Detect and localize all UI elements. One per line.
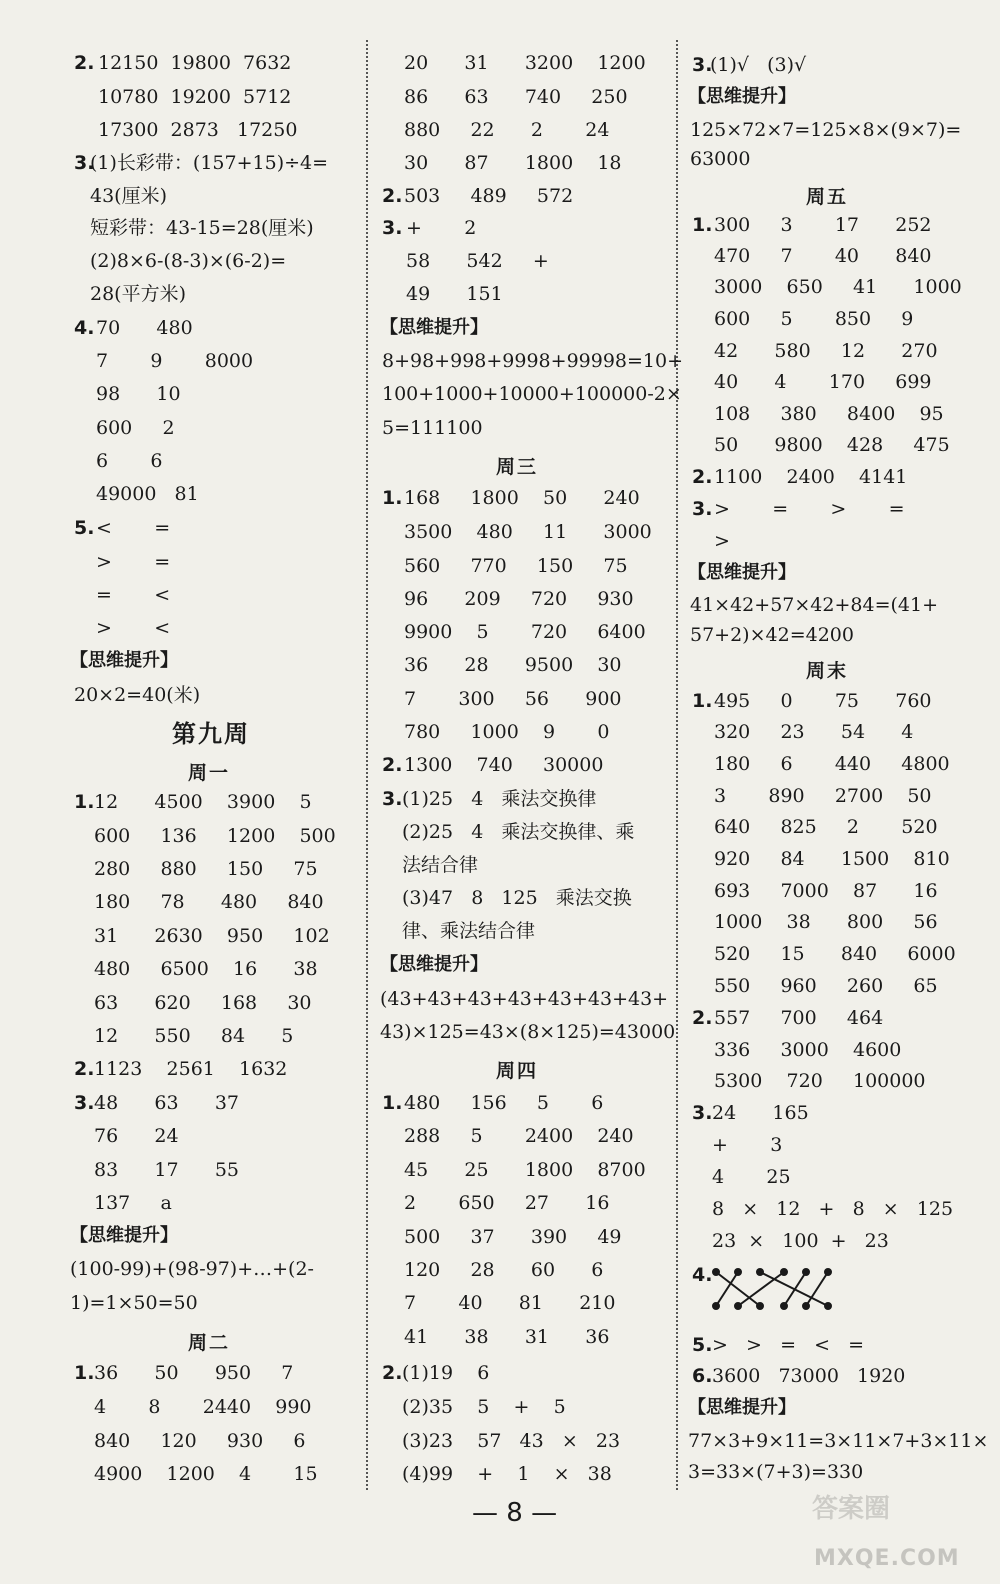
q3-row: (1)√ (3)√	[710, 54, 807, 76]
think-answer: 43)×125=43×(8×125)=43000	[380, 1021, 676, 1043]
f1-row: 300 3 17 252	[714, 214, 932, 236]
h1-row: 288 5 2400 240	[404, 1125, 634, 1147]
t1-row: 36 50 950 7	[94, 1362, 294, 1384]
q3-row: 49 151	[406, 283, 503, 305]
think-label: 【思维提升】	[688, 1397, 796, 1418]
q2-row: 10780 19200 5712	[98, 86, 292, 108]
q3-number: 3.	[74, 152, 95, 174]
q5-row: > =	[96, 551, 171, 573]
q3-line: (2)8×6-(8-3)×(6-2)=	[90, 250, 287, 272]
think-label: 【思维提升】	[380, 954, 488, 975]
e3-row: 8 × 12 + 8 × 125	[712, 1198, 954, 1220]
think-label: 【思维提升】	[688, 86, 796, 107]
day-title-monday: 周一	[188, 762, 231, 784]
think-answer: 3=33×(7+3)=330	[688, 1461, 864, 1483]
think-answer: 77×3+9×11=3×11×7+3×11×	[688, 1430, 989, 1452]
think-label: 【思维提升】	[688, 562, 796, 583]
t1-number: 1.	[74, 1362, 95, 1384]
h1-number: 1.	[382, 1092, 403, 1114]
w1-row: 168 1800 50 240	[404, 487, 640, 509]
w2-row: 1300 740 30000	[404, 754, 604, 776]
f1-row: 40 4 170 699	[714, 371, 932, 393]
top-row: 880 22 2 24	[404, 119, 610, 141]
e2-row: 5300 720 100000	[714, 1070, 926, 1092]
q3-line: 43(厘米)	[90, 185, 168, 207]
w3-line: (2)25 4 乘法交换律、乘	[402, 821, 635, 843]
q2-number: 2.	[382, 185, 403, 207]
e1-row: 495 0 75 760	[714, 690, 932, 712]
f3-row: >	[714, 530, 730, 552]
top-row: 30 87 1800 18	[404, 152, 622, 174]
think-label: 【思维提升】	[380, 317, 488, 338]
f1-number: 1.	[692, 214, 713, 236]
m1-row: 600 136 1200 500	[94, 825, 336, 847]
think-answer: 125×72×7=125×8×(9×7)=	[690, 119, 962, 141]
e1-row: 180 6 440 4800	[714, 753, 950, 775]
w2-number: 2.	[382, 754, 403, 776]
w1-row: 780 1000 9 0	[404, 721, 610, 743]
e2-row: 336 3000 4600	[714, 1039, 902, 1061]
watermark-url: MXQE.COM	[814, 1546, 960, 1571]
m1-row: 12 4500 3900 5	[94, 791, 312, 813]
think-answer: 1)=1×50=50	[70, 1292, 198, 1314]
day-title-tuesday: 周二	[188, 1332, 231, 1354]
e1-row: 550 960 260 65	[714, 975, 938, 997]
h1-row: 500 37 390 49	[404, 1226, 622, 1248]
w3-line: 法结合律	[402, 854, 479, 876]
h1-row: 480 156 5 6	[404, 1092, 604, 1114]
e1-row: 693 7000 87 16	[714, 880, 938, 902]
w3-line: (3)47 8 125 乘法交换	[402, 887, 632, 909]
think-label: 【思维提升】	[70, 650, 178, 671]
q4-row: 600 2	[96, 417, 175, 439]
column-3	[676, 0, 1000, 1500]
f2-number: 2.	[692, 466, 713, 488]
e1-row: 1000 38 800 56	[714, 911, 938, 933]
day-title-weekend: 周末	[806, 660, 849, 682]
think-label: 【思维提升】	[70, 1225, 178, 1246]
w1-row: 96 209 720 930	[404, 588, 634, 610]
w1-row: 9900 5 720 6400	[404, 621, 646, 643]
e1-row: 640 825 2 520	[714, 816, 938, 838]
e5-number: 5.	[692, 1334, 713, 1356]
e1-row: 3 890 2700 50	[714, 785, 932, 807]
e3-row: + 3	[712, 1134, 783, 1156]
t1-row: 4900 1200 4 15	[94, 1463, 318, 1485]
m2-number: 2.	[74, 1058, 95, 1080]
m3-number: 3.	[74, 1092, 95, 1114]
f1-row: 42 580 12 270	[714, 340, 938, 362]
f1-row: 108 380 8400 95	[714, 403, 944, 425]
m1-row: 180 78 480 840	[94, 891, 324, 913]
think-answer: 63000	[690, 148, 751, 170]
q4-row: 6 6	[96, 450, 163, 472]
h2-line: (3)23 57 43 × 23	[402, 1430, 621, 1452]
q5-row: > <	[96, 617, 171, 639]
q4-number: 4.	[74, 317, 95, 339]
e1-row: 320 23 54 4	[714, 721, 914, 743]
f1-row: 600 5 850 9	[714, 308, 914, 330]
h1-row: 120 28 60 6	[404, 1259, 604, 1281]
m1-row: 31 2630 950 102	[94, 925, 330, 947]
q5-row: < =	[96, 517, 171, 539]
m1-row: 280 880 150 75	[94, 858, 318, 880]
e1-row: 920 84 1500 810	[714, 848, 950, 870]
h2-line: (2)35 5 + 5	[402, 1396, 566, 1418]
column-2	[366, 0, 684, 1500]
think-answer: 5=111100	[382, 417, 483, 439]
m3-row: 48 63 37	[94, 1092, 240, 1114]
q3-row: + 2	[406, 217, 477, 239]
think-answer: 100+1000+10000+100000-2×	[382, 383, 682, 405]
think-answer: (43+43+43+43+43+43+43+	[380, 988, 669, 1010]
e4-number: 4.	[692, 1264, 713, 1286]
f2-row: 1100 2400 4141	[714, 466, 908, 488]
q4-row: 7 9 8000	[96, 350, 254, 372]
q2-row: 12150 19800 7632	[98, 52, 292, 74]
e3-row: 4 25	[712, 1166, 791, 1188]
f1-row: 50 9800 428 475	[714, 434, 950, 456]
e2-row: 557 700 464	[714, 1007, 884, 1029]
w3-line: 律、乘法结合律	[402, 920, 536, 942]
f1-row: 470 7 40 840	[714, 245, 932, 267]
h2-line: (1)19 6	[402, 1362, 490, 1384]
think-answer: 8+98+998+9998+99998=10+	[382, 350, 684, 372]
q5-row: = <	[96, 584, 171, 606]
m3-row: 83 17 55	[94, 1159, 240, 1181]
q3-number: 3.	[692, 54, 713, 76]
watermark-logo: 答案圈	[812, 1494, 891, 1524]
q3-line: (1)长彩带：(157+15)÷4=	[90, 152, 329, 174]
page-number: — 8 —	[472, 1498, 558, 1528]
day-title-thursday: 周四	[496, 1060, 539, 1082]
w1-row: 36 28 9500 30	[404, 654, 622, 676]
q3-line: 28(平方米)	[90, 283, 187, 305]
think-answer: 41×42+57×42+84=(41+	[690, 594, 938, 616]
e1-number: 1.	[692, 690, 713, 712]
e6-row: 3600 73000 1920	[712, 1365, 906, 1387]
think-answer: 57+2)×42=4200	[690, 624, 854, 646]
t1-row: 840 120 930 6	[94, 1430, 306, 1452]
m1-row: 12 550 84 5	[94, 1025, 294, 1047]
m1-number: 1.	[74, 791, 95, 813]
think-answer: 20×2=40(米)	[74, 684, 201, 706]
h2-number: 2.	[382, 1362, 403, 1384]
matching-lines-diagram	[710, 1262, 840, 1314]
m2-row: 1123 2561 1632	[94, 1058, 288, 1080]
q3-row: 58 542 +	[406, 250, 549, 272]
f3-row: > = > =	[714, 498, 905, 520]
week-title: 第九周	[172, 720, 250, 748]
w1-row: 3500 480 11 3000	[404, 521, 652, 543]
day-title-wednesday: 周三	[496, 456, 539, 478]
q4-row: 49000 81	[96, 483, 199, 505]
top-row: 86 63 740 250	[404, 86, 628, 108]
q4-row: 70 480	[96, 317, 193, 339]
w1-number: 1.	[382, 487, 403, 509]
h1-row: 7 40 81 210	[404, 1292, 616, 1314]
f3-number: 3.	[692, 498, 713, 520]
e5-row: > > = < =	[712, 1334, 865, 1356]
h1-row: 45 25 1800 8700	[404, 1159, 646, 1181]
m3-row: 76 24	[94, 1125, 179, 1147]
h1-row: 2 650 27 16	[404, 1192, 610, 1214]
think-answer: (100-99)+(98-97)+…+(2-	[70, 1258, 314, 1280]
e3-row: 24 165	[712, 1102, 809, 1124]
w1-row: 7 300 56 900	[404, 688, 622, 710]
e2-number: 2.	[692, 1007, 713, 1029]
q5-number: 5.	[74, 517, 95, 539]
e3-row: 23 × 100 + 23	[712, 1230, 889, 1252]
e3-number: 3.	[692, 1102, 713, 1124]
f1-row: 3000 650 41 1000	[714, 276, 962, 298]
q3-line: 短彩带：43-15=28(厘米)	[90, 217, 314, 239]
h2-line: (4)99 + 1 × 38	[402, 1463, 612, 1485]
w1-row: 560 770 150 75	[404, 555, 628, 577]
t1-row: 4 8 2440 990	[94, 1396, 312, 1418]
h1-row: 41 38 31 36	[404, 1326, 610, 1348]
m3-row: 137 a	[94, 1192, 172, 1214]
q2-number: 2.	[74, 52, 95, 74]
w3-number: 3.	[382, 788, 403, 810]
column-1	[0, 0, 366, 1500]
e6-number: 6.	[692, 1365, 713, 1387]
q2-row: 17300 2873 17250	[98, 119, 298, 141]
top-row: 20 31 3200 1200	[404, 52, 646, 74]
m1-row: 63 620 168 30	[94, 992, 312, 1014]
q2-row: 503 489 572	[404, 185, 574, 207]
q3-number: 3.	[382, 217, 403, 239]
m1-row: 480 6500 16 38	[94, 958, 318, 980]
e1-row: 520 15 840 6000	[714, 943, 956, 965]
day-title-friday: 周五	[806, 186, 849, 208]
q4-row: 98 10	[96, 383, 181, 405]
w3-line: (1)25 4 乘法交换律	[402, 788, 597, 810]
